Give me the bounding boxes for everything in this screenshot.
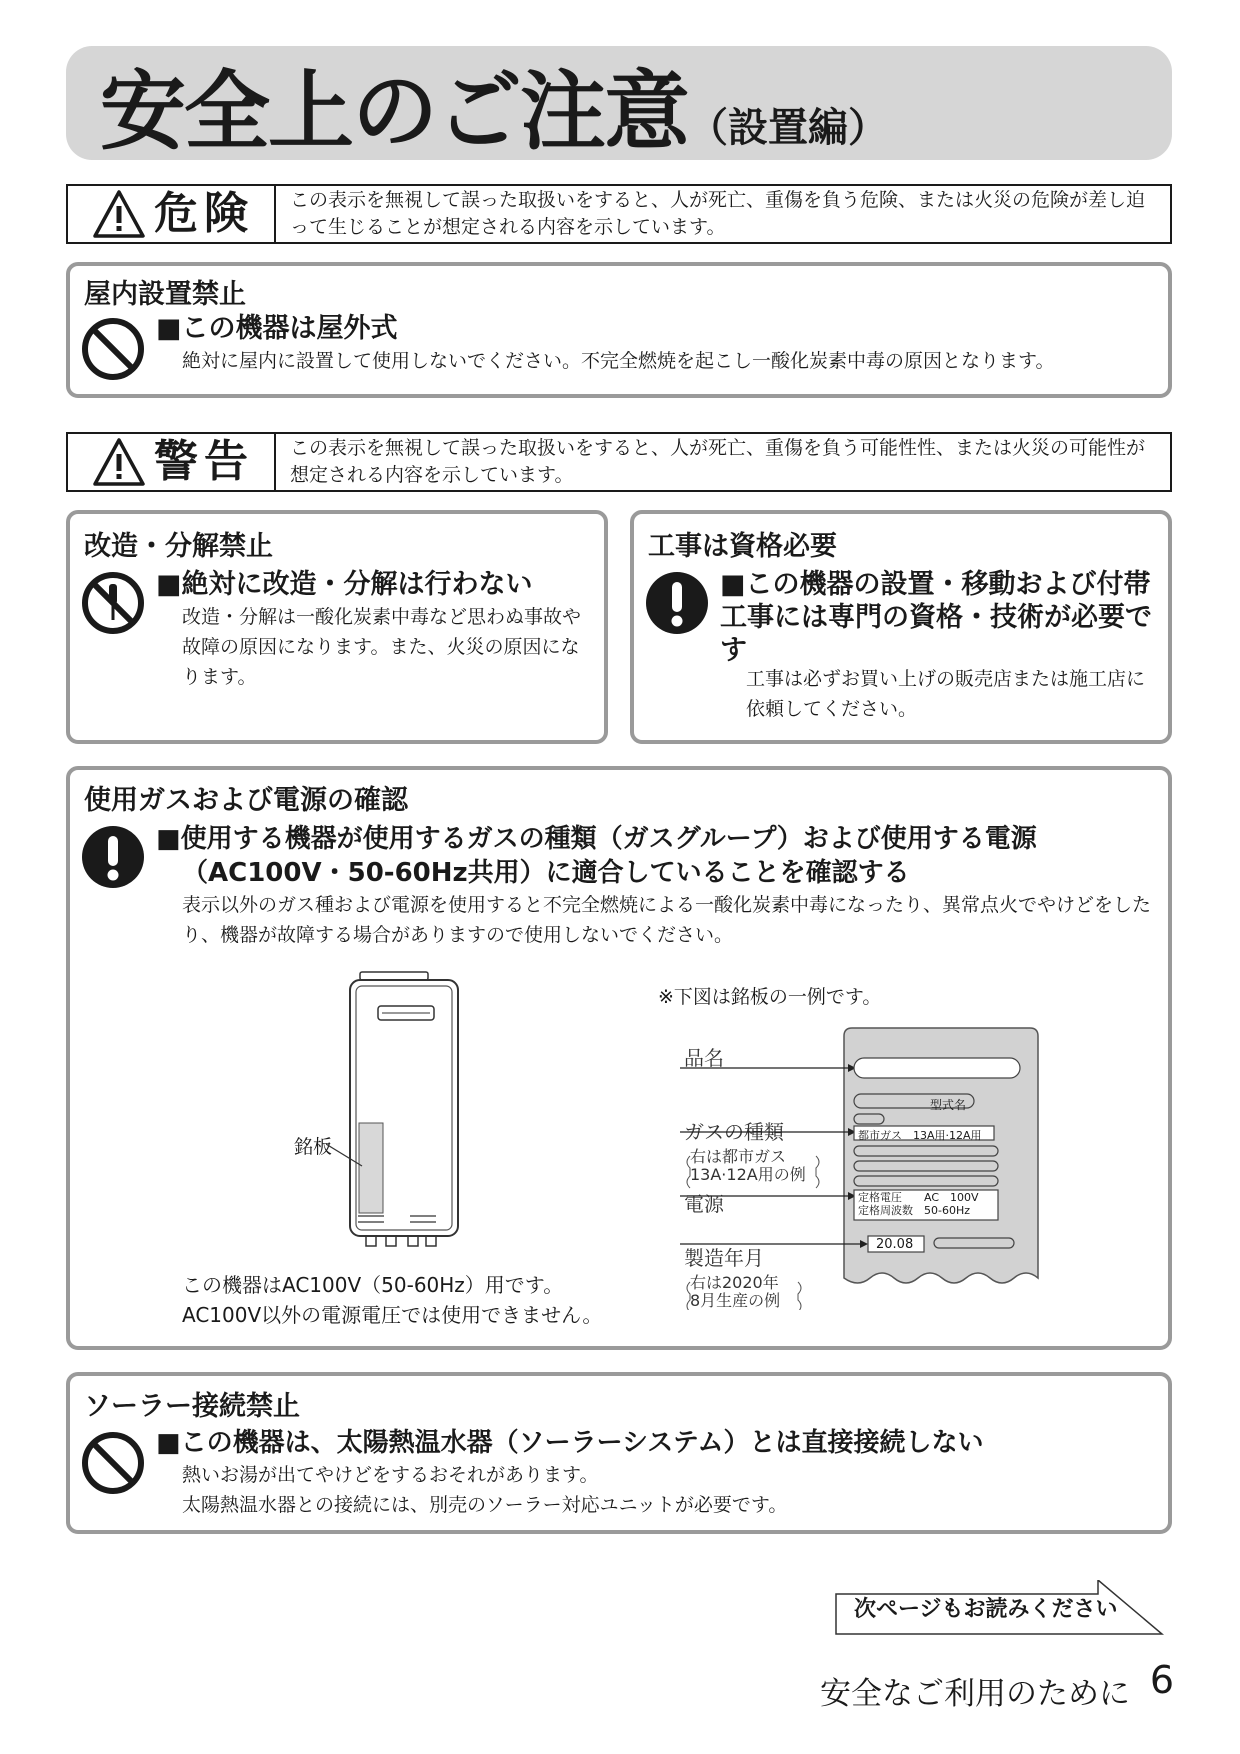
gas-title: 使用ガスおよび電源の確認 bbox=[84, 785, 408, 816]
page-title: 安全上のご注意（設置編） bbox=[100, 62, 888, 162]
warning-triangle-icon bbox=[92, 437, 146, 487]
danger-signal-row bbox=[66, 184, 1172, 244]
gas-power-box bbox=[66, 766, 1172, 1350]
next-page-tag bbox=[834, 1580, 1164, 1636]
indoor-heading: ■この機器は屋外式 bbox=[156, 313, 398, 344]
warning-triangle-icon bbox=[92, 189, 146, 239]
footer-section: 安全なご利用のために bbox=[820, 1676, 1130, 1712]
nameplate-leader-line bbox=[326, 1142, 386, 1172]
solar-title: ソーラー接続禁止 bbox=[84, 1391, 300, 1422]
next-page-text: 次ページもお読みください bbox=[854, 1597, 1118, 1622]
license-heading: ■この機器の設置・移動および付帯工事には専門の資格・技術が必要です bbox=[720, 569, 1152, 666]
gas-heading-line1: ■使用する機器が使用するガスの種類（ガスグループ）および使用する電源 bbox=[156, 824, 1037, 854]
warning-signal-row bbox=[66, 432, 1172, 492]
date-example-line1: 右は2020年 bbox=[690, 1273, 779, 1292]
no-modify-box bbox=[66, 510, 608, 744]
license-body: 工事は必ずお買い上げの販売店または施工店に依頼してください。 bbox=[746, 668, 1146, 720]
solar-body-line2: 太陽熱温水器との接続には、別売のソーラー対応ユニットが必要です。 bbox=[182, 1494, 788, 1516]
modify-title: 改造・分解禁止 bbox=[84, 531, 273, 562]
gas-example-line1: 右は都市ガス bbox=[690, 1147, 787, 1166]
label-manufacture-date: 製造年月 bbox=[684, 1246, 764, 1270]
license-title: 工事は資格必要 bbox=[648, 531, 837, 562]
solar-body-line1: 熱いお湯が出てやけどをするおそれがあります。 bbox=[182, 1464, 599, 1486]
plate-gas-text: 都市ガス 13A用·12A用 bbox=[858, 1129, 982, 1142]
gas-example-line2: 13A·12A用の例 bbox=[690, 1165, 806, 1184]
mandatory-exclamation-icon bbox=[80, 824, 146, 890]
danger-word: 危険 bbox=[154, 188, 254, 239]
warning-word: 警告 bbox=[154, 436, 254, 487]
mandatory-exclamation-icon bbox=[644, 570, 710, 636]
page-subtitle: （設置編） bbox=[688, 105, 888, 151]
indoor-body: 絶対に屋内に設置して使用しないでください。不完全燃焼を起こし一酸化炭素中毒の原因となります。 bbox=[182, 350, 1055, 372]
indoor-install-box bbox=[66, 262, 1172, 398]
plate-frequency-text: 定格周波数 50-60Hz bbox=[858, 1204, 971, 1217]
gas-heading-line2: （AC100V・50-60Hz共用）に適合していることを確認する bbox=[182, 858, 910, 888]
nameplate-diagram bbox=[680, 1020, 1110, 1310]
warning-label bbox=[68, 434, 276, 490]
device-caption-line1: この機器はAC100V（50-60Hz）用です。 bbox=[182, 1273, 564, 1297]
page-number: 6 bbox=[1149, 1658, 1174, 1702]
device-caption-line2: AC100V以外の電源電圧では使用できません。 bbox=[182, 1303, 603, 1327]
solar-connection-box bbox=[66, 1372, 1172, 1534]
danger-label bbox=[68, 186, 276, 242]
indoor-title: 屋内設置禁止 bbox=[84, 279, 246, 310]
water-heater-illustration bbox=[338, 968, 498, 1258]
modify-body: 改造・分解は一酸化炭素中毒など思わぬ事故や故障の原因になります。また、火災の原因になります。 bbox=[182, 606, 582, 688]
label-gas-type: ガスの種類 bbox=[684, 1120, 784, 1144]
plate-date-text: 20.08 bbox=[876, 1237, 914, 1252]
device-caption bbox=[182, 1270, 602, 1330]
prohibition-icon bbox=[80, 316, 146, 382]
nameplate-note: ※下図は銘板の一例です。 bbox=[658, 986, 882, 1008]
label-product-name: 品名 bbox=[684, 1046, 724, 1070]
danger-description: この表示を無視して誤った取扱いをすると、人が死亡、重傷を負う危険、または火災の危険が差し迫って生じることが想定される内容を示しています。 bbox=[290, 189, 1146, 238]
warning-description: この表示を無視して誤った取扱いをすると、人が死亡、重傷を負う可能性性、または火災の可能性が想定される内容を示しています。 bbox=[290, 437, 1146, 486]
plate-voltage-text: 定格電圧 AC 100V bbox=[858, 1191, 979, 1204]
license-required-box bbox=[630, 510, 1172, 744]
solar-body bbox=[182, 1460, 787, 1520]
nameplate-label: 銘板 bbox=[294, 1136, 333, 1158]
gas-body: 表示以外のガス種および電源を使用すると不完全燃焼による一酸化炭素中毒になったり、異常点火でやけどをしたり、機器が故障する場合がありますので使用しないでください。 bbox=[182, 894, 1152, 946]
date-example-line2: 8月生産の例 bbox=[690, 1291, 781, 1310]
modify-heading: ■絶対に改造・分解は行わない bbox=[156, 569, 533, 600]
solar-heading: ■この機器は、太陽熱温水器（ソーラーシステム）とは直接接続しない bbox=[156, 1428, 984, 1458]
plate-model-text: 型式名 bbox=[930, 1098, 967, 1112]
plate-rating-text bbox=[858, 1191, 979, 1217]
label-power: 電源 bbox=[684, 1192, 724, 1216]
no-disassembly-icon bbox=[80, 570, 146, 636]
prohibition-icon bbox=[80, 1430, 146, 1496]
